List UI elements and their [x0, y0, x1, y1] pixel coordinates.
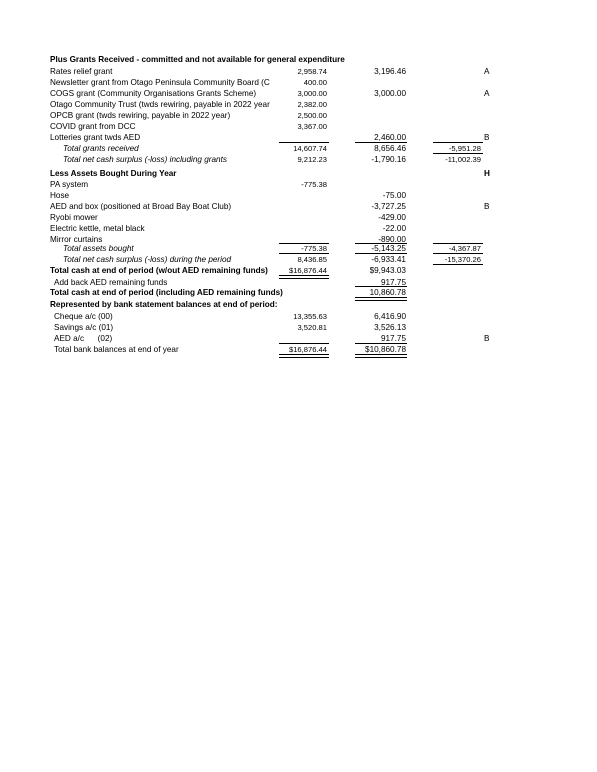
col2-value: 3,000.00	[374, 89, 406, 98]
grant-row-rates-relief	[0, 66, 597, 77]
col1-value: 9,212.23	[297, 155, 327, 164]
row-label: Total net cash surplus (-loss) during the period	[63, 255, 232, 264]
row-label: Hose	[50, 191, 70, 200]
note-mark: B	[484, 202, 490, 211]
grant-row-newsletter	[0, 77, 597, 88]
bank-heading: Represented by bank statement balances at end of period:	[50, 300, 278, 309]
col2-value: 917.75	[380, 334, 406, 343]
asset-row-aed	[0, 201, 597, 212]
note-mark: A	[484, 67, 490, 76]
col2-value: 10,860.78	[369, 288, 406, 297]
col2-value: -75.00	[382, 191, 406, 200]
grant-row-cogs	[0, 88, 597, 99]
asset-row-mower	[0, 212, 597, 223]
row-label: Total cash at end of period (including AED remaining funds)	[50, 288, 283, 297]
row-label: Mirror curtains	[50, 235, 103, 244]
col2-value: -22.00	[382, 224, 406, 233]
asset-row-pa-system	[0, 179, 597, 190]
asset-row-kettle	[0, 223, 597, 234]
col1-value: 3,000.00	[297, 89, 327, 98]
row-label: Total grants received	[63, 144, 139, 153]
double-underline	[279, 354, 329, 358]
grants-heading: Plus Grants Received - committed and not available for general expenditure	[50, 55, 345, 64]
col1-value: 3,367.00	[297, 122, 327, 131]
col2-value: 3,526.13	[374, 323, 406, 332]
col2-value: -3,727.25	[371, 202, 406, 211]
col1-value: 13,355.63	[293, 312, 327, 321]
col1-value: 3,520.81	[297, 323, 327, 332]
grant-row-opcb	[0, 110, 597, 121]
grant-row-net-surplus	[0, 154, 597, 165]
col1-value: -775.38	[301, 244, 327, 253]
col2-value: 8,656.46	[374, 144, 406, 153]
row-label: Total assets bought	[63, 244, 134, 253]
row-label: Otago Community Trust (twds rewiring, payable in 2022 year	[50, 100, 270, 109]
col3-value: -11,002.39	[445, 155, 481, 164]
col1-value: 2,958.74	[297, 67, 327, 76]
col2-value: $9,943.03	[369, 266, 406, 275]
note-mark: H	[484, 169, 490, 178]
row-label: Savings a/c (01)	[54, 323, 114, 332]
col2-value: 3,196.46	[374, 67, 406, 76]
col2-value: -890.00	[378, 235, 406, 244]
col1-value: 14,607.74	[293, 144, 327, 153]
grant-row-otago-trust	[0, 99, 597, 110]
note-mark: A	[484, 89, 490, 98]
col1-value: -775.38	[301, 180, 327, 189]
col2-value: -6,933.41	[371, 255, 406, 264]
note-mark: B	[484, 133, 490, 142]
col1-value: 2,382.00	[297, 100, 327, 109]
bank-heading-row	[0, 299, 597, 310]
row-label: Total net cash surplus (-loss) including grants	[63, 155, 227, 164]
grant-row-covid	[0, 121, 597, 132]
col2-value: $10,860.78	[365, 345, 406, 354]
row-label: Total cash at end of period (w/out AED remaining funds)	[50, 266, 268, 275]
col3-value: -15,370.26	[444, 255, 481, 264]
col2-value: 917.75	[380, 278, 406, 287]
row-label: Rates relief grant	[50, 67, 113, 76]
double-underline	[355, 354, 407, 358]
asset-row-net-surplus	[0, 254, 597, 265]
col3-value: -5,951.28	[448, 144, 481, 153]
row-label: Ryobi mower	[50, 213, 98, 222]
row-label: OPCB grant (twds rewiring, payable in 2022 year)	[50, 111, 231, 120]
bank-row-savings	[0, 322, 597, 333]
col1-value: $16,876.44	[288, 266, 327, 275]
row-label: Lotteries grant twds AED	[50, 133, 141, 142]
col2-value: 2,460.00	[374, 133, 406, 142]
total-cash-incl-row	[0, 287, 597, 298]
row-label: Cheque a/c (00)	[54, 312, 113, 321]
col1-value: $16,876.44	[288, 345, 327, 354]
assets-heading: Less Assets Bought During Year	[50, 169, 177, 178]
row-label: COGS grant (Community Organisations Grants Scheme)	[50, 89, 257, 98]
note-mark: B	[484, 334, 490, 343]
row-label: PA system	[50, 180, 89, 189]
row-label: Total bank balances at end of year	[54, 345, 179, 354]
row-label: AED and box (positioned at Broad Bay Boat Club)	[50, 202, 232, 211]
col2-value: -1,790.16	[371, 155, 406, 164]
col1-value: 2,500.00	[297, 111, 327, 120]
col3-value: -4,367.87	[448, 244, 481, 253]
row-label: AED a/c (02)	[54, 334, 113, 343]
col1-value: 8,436.85	[297, 255, 327, 264]
bank-row-cheque	[0, 311, 597, 322]
col2-value: -5,143.25	[371, 244, 406, 253]
row-label: Electric kettle, metal black	[50, 224, 145, 233]
assets-heading-row	[0, 168, 597, 179]
asset-row-hose	[0, 190, 597, 201]
row-label: COVID grant from DCC	[50, 122, 136, 131]
row-label: Newsletter grant from Otago Peninsula Community Board (C	[50, 78, 270, 87]
col2-value: -429.00	[378, 213, 406, 222]
col2-value: 6,416.90	[374, 312, 406, 321]
col1-value: 400.00	[303, 78, 327, 87]
row-label: Add back AED remaining funds	[54, 278, 168, 287]
grant-row-total	[0, 143, 597, 154]
